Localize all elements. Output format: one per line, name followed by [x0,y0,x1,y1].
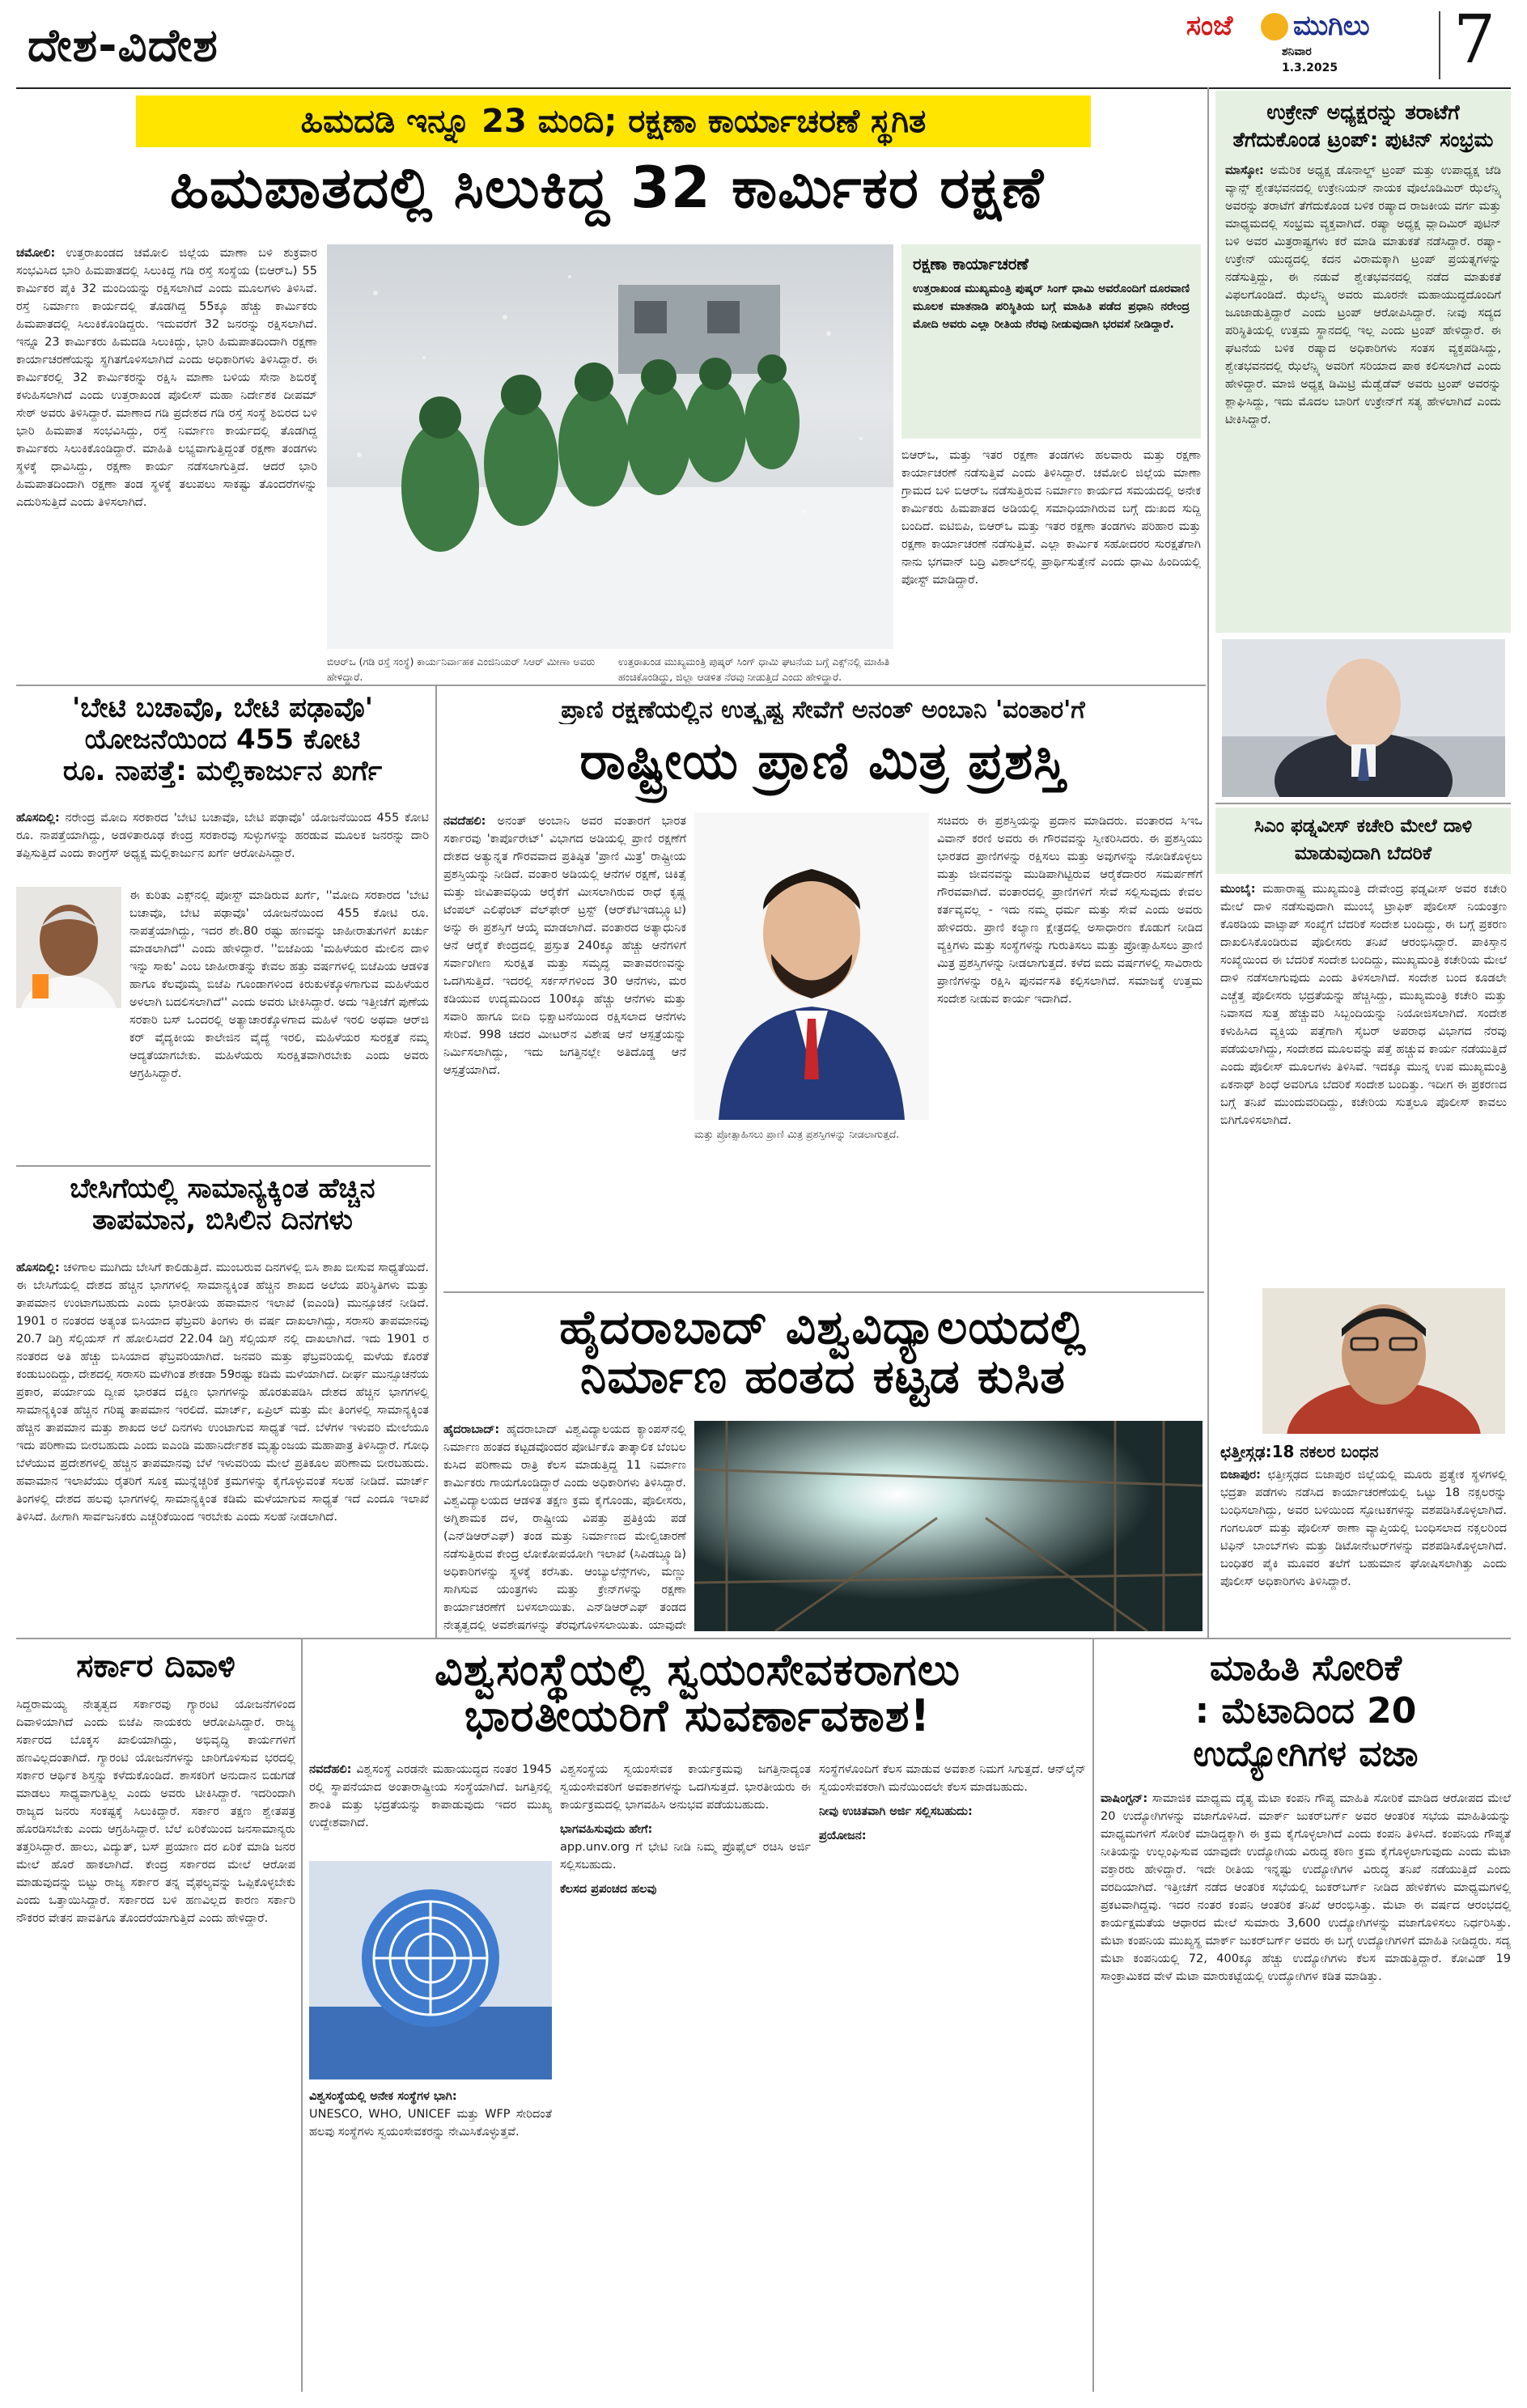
vantara-kicker: ಪ್ರಾಣಿ ರಕ್ಷಣೆಯಲ್ಲಿನ ಉತ್ಕೃಷ್ಟ ಸೇವೆಗೆ ಅನಂತ್ ಅಂಬಾನಿ 'ವಂತಾರ'ಗೆ [561,696,1085,724]
heat-body [16,1259,429,1638]
bottom-left-headline: ಸರ್ಕಾರ ದಿವಾಳಿ [76,1647,235,1685]
fadnavis-portrait [1262,1288,1505,1434]
lead-headline: ಹಿಮಪಾತದಲ್ಲಿ ಸಿಲುಕಿದ್ದ 32 ಕಾರ್ಮಿಕರ ರಕ್ಷಣೆ [169,155,1045,221]
sidebar-mid-text: ಮಹಾರಾಷ್ಟ್ರ ಮುಖ್ಯಮಂತ್ರಿ ದೇವೇಂದ್ರ ಫಡ್ನವೀಸ್ ಅವರ ಕಚೇರಿ ಮೇಲೆ ದಾಳಿ ನಡೆಸುವುದಾಗಿ ಮುಂಬೈ ಟ್ರಾಫಿಕ್ ಪೊಲೀಸ್ ನಿಯಂತ್ರಣ ಕೊಠಡಿಯ ವಾಟ್ಸಾಪ್ ಸಂಖ್ಯೆಗೆ ಬೆದರಿಕೆ ಸಂದೇಶ ಬಂದಿದ್ದು, ಈ ಬಗ್ಗೆ ಪ್ರಕರಣ ದಾಖಲಿಸಿಕೊಂಡಿರುವ ಪೊಲೀಸರು ತನಿಖೆ ಆರಂಭಿಸಿದ್ದಾರೆ. ಪಾಕಿಸ್ತಾನ ಸಂಖ್ಯೆಯಿಂದ ಈ ಬೆದರಿಕೆ ಸಂದೇಶ ಬಂದಿದ್ದು, ಮುಖ್ಯಮಂತ್ರಿ ಕಚೇರಿಯ ಮೇಲೆ ದಾಳಿ ನಡೆಸಲಾಗುವುದು ಎಂದು ತಿಳಿಸಲಾಗಿದೆ. ಸಂದೇಶ ಬಂದ ಕೂಡಲೇ ಎಚ್ಚೆತ್ತ ಪೊಲೀಸರು ಭದ್ರತೆಯನ್ನು ಹೆಚ್ಚಿಸಿದ್ದು, ಮುಖ್ಯಮಂತ್ರಿ ಕಚೇರಿ ಮತ್ತು ನಿವಾಸದ ಸುತ್ತ ಹೆಚ್ಚುವರಿ ಸಿಬ್ಬಂದಿಯನ್ನು ನಿಯೋಜಿಸಲಾಗಿದೆ. ಸಂದೇಶ ಕಳುಹಿಸಿದ ವ್ಯಕ್ತಿಯ ಪತ್ತೆಗಾಗಿ ಸೈಬರ್ ಅಪರಾಧ ವಿಭಾಗದ ನೆರವು ಪಡೆಯಲಾಗಿದ್ದು, ಸಂದೇಶದ ಮೂಲವನ್ನು ಪತ್ತೆ ಹಚ್ಚುವ ಕಾರ್ಯ ನಡೆಯುತ್ತಿದೆ ಎಂದು ಪೊಲೀಸ್ ಮೂಲಗಳು ತಿಳಿಸಿವೆ. ಇದಕ್ಕೂ ಮುನ್ನ ಉಪ ಮುಖ್ಯಮಂತ್ರಿ ಏಕನಾಥ್ ಶಿಂಧೆ ಅವರಿಗೂ ಬೆದರಿಕೆ ಸಂದೇಶ ಬಂದಿತ್ತು. ಇದೀಗ ಈ ಪ್ರಕರಣದ ಬಗ್ಗೆ ತನಿಖೆ ಮುಂದುವರಿದಿದ್ದು, ಕಚೇರಿಯ ಸುತ್ತಲೂ ಪೊಲೀಸ್ ಕಾವಲು ಬಿಗಿಗೊಳಿಸಲಾಗಿದೆ. [1220,883,1507,1127]
un-sub-1-text: UNESCO, WHO, UNICEF ಮತ್ತು WFP ಸೇರಿದಂತೆ ಹಲವು ಸಂಸ್ಥೆಗಳು ಸ್ವಯಂಸೇವಕರನ್ನು ನೇಮಿಸಿಕೊಳ್ಳುತ್ತವೆ. [309,2108,552,2139]
putin-photo [1222,639,1505,797]
un-col-3 [819,1761,1086,2385]
rule [16,1165,431,1167]
paper-name-1: ಸಂಜೆ [1186,10,1233,42]
meta-dateline: ವಾಷಿಂಗ್ಟನ್: [1101,1792,1148,1805]
sidebar-mid-text-2: ಛತ್ತೀಸ್ಗಢದ ಬಿಜಾಪುರ ಜಿಲ್ಲೆಯಲ್ಲಿ ಮೂರು ಪ್ರತ್ಯೇಕ ಸ್ಥಳಗಳಲ್ಲಿ ಭದ್ರತಾ ಪಡೆಗಳು ನಡೆಸಿದ ಕಾರ್ಯಾಚರಣೆಯಲ್ಲಿ ಒಟ್ಟು 18 ನಕ್ಸಲರನ್ನು ಬಂಧಿಸಲಾಗಿದ್ದು, ಅವರ ಬಳಿಯಿಂದ ಸ್ಫೋಟಕಗಳನ್ನು ವಶಪಡಿಸಿಕೊಳ್ಳಲಾಗಿದೆ. ಗಂಗಲೂರ್ ಮತ್ತು ಪೊಲೀಸ್ ಠಾಣಾ ವ್ಯಾಪ್ತಿಯಲ್ಲಿ ಬಂಧಿಸಲಾದ ನಕ್ಸಲರಿಂದ ಟಿಫಿನ್ ಬಾಂಬ್‌ಗಳು ಮತ್ತು ಡಿಟೋನೇಟರ್‌ಗಳನ್ನು ವಶಪಡಿಸಿಕೊಳ್ಳಲಾಗಿದೆ. ಬಂಧಿತರ ಪೈಕಿ ಮೂವರ ತಲೆಗೆ ಬಹುಮಾನ ಘೋಷಿಸಲಾಗಿತ್ತು ಎಂದು ಪೊಲೀಸ್ ಅಧಿಕಾರಿಗಳು ತಿಳಿಸಿದ್ದಾರೆ. [1220,1469,1507,1588]
edition-date: 1.3.2025 [1282,61,1338,74]
vantara-col-2: ಸಚಿವರು ಈ ಪ್ರಶಸ್ತಿಯನ್ನು ಪ್ರದಾನ ಮಾಡಿದರು. ವಂತಾರದ ಸಿಇಒ ವಿವಾನ್ ಕರಣಿ ಅವರು ಈ ಗೌರವವನ್ನು ಸ್ವೀಕರಿಸಿದರು. ಈ ಪ್ರಶಸ್ತಿಯು ಭಾರತದ ಪ್ರಾಣಿಗಳನ್ನು ರಕ್ಷಿಸಲು ಮತ್ತು ಅವುಗಳನ್ನು ನೋಡಿಕೊಳ್ಳಲು ಮತ್ತು ಜೀವನವನ್ನು ಮುಡಿಪಾಗಿಟ್ಟಿರುವ ಆರೈಕೆದಾರರ ಸಮರ್ಪಣೆಗೆ ಗೌರವವಾಗಿದೆ. ವಂತಾರದಲ್ಲಿ ಪ್ರಾಣಿಗಳಿಗೆ ಸೇವೆ ಸಲ್ಲಿಸುವುದು ಕೇವಲ ಕರ್ತವ್ಯವಲ್ಲ - ಇದು ನಮ್ಮ ಧರ್ಮ ಮತ್ತು ಸೇವೆ ಎಂದು ಅವರು ಹೇಳಿದರು. ಪ್ರಾಣಿ ಕಲ್ಯಾಣ ಕ್ಷೇತ್ರದಲ್ಲಿ ಅಸಾಧಾರಣ ಕೊಡುಗೆ ನೀಡಿದ ವ್ಯಕ್ತಿಗಳು ಮತ್ತು ಸಂಸ್ಥೆಗಳನ್ನು ಗುರುತಿಸಲು ಮತ್ತು ಪ್ರೋತ್ಸಾಹಿಸಲು ಪ್ರಾಣಿ ಮಿತ್ರ ಪ್ರಶಸ್ತಿಗಳನ್ನು ನೀಡಲಾಗುತ್ತದೆ. ಕಳೆದ ಐದು ವರ್ಷಗಳಲ್ಲಿ ಸಾವಿರಾರು ಪ್ರಾಣಿಗಳನ್ನು ರಕ್ಷಿಸಿ ಪುನರ್ವಸತಿ ಕಲ್ಪಿಸಲಾಗಿದೆ. ಸಮಾಜಕ್ಕೆ ಉತ್ತಮ ಸಂದೇಶ ನೀಡುವ ಕಾರ್ಯ ಇದಾಗಿದೆ. [937,815,1203,1006]
un-dateline: ನವದೆಹಲಿ: [309,1763,352,1776]
vantara-headline: ರಾಷ್ಟ್ರೀಯ ಪ್ರಾಣಿ ಮಿತ್ರ ಪ್ರಶಸ್ತಿ [579,731,1067,791]
meta-body [1101,1790,1511,2393]
heat-text: ಚಳಿಗಾಲ ಮುಗಿದು ಬೇಸಿಗೆ ಕಾಲಿಡುತ್ತಿದೆ. ಮುಂಬರುವ ದಿನಗಳಲ್ಲಿ ಬಿಸಿ ಶಾಖ ಬೀಸುವ ಸಾಧ್ಯತೆಯಿದೆ. ಈ ಬೇಸಿಗೆಯಲ್ಲಿ ದೇಶದ ಹೆಚ್ಚಿನ ಭಾಗಗಳಲ್ಲಿ ಸಾಮಾನ್ಯಕ್ಕಿಂತ ಹೆಚ್ಚಿನ ಶಾಖದ ಅಲೆಯ ಪರಿಸ್ಥಿತಿಗಳು ಮತ್ತು ತಾಪಮಾನ ಉಂಟಾಗಬಹುದು ಎಂದು ಭಾರತೀಯ ಹವಾಮಾನ ಇಲಾಖೆ (ಐಎಂಡಿ) ಮುನ್ಸೂಚನೆ ನೀಡಿದೆ. 1901 ರ ನಂತರದ ಅತ್ಯಂತ ಬಿಸಿಯಾದ ಫೆಬ್ರವರಿ ತಿಂಗಳು ಈ ವರ್ಷ ದಾಖಲಾಗಿದ್ದು, ಸರಾಸರಿ ತಾಪಮಾನವು 20.7 ಡಿಗ್ರಿ ಸೆಲ್ಸಿಯಸ್ ಗೆ ಹೋಲಿಸಿದರೆ 22.04 ಡಿಗ್ರಿ ಸೆಲ್ಸಿಯಸ್ ನಲ್ಲಿ ದಾಖಲಾಗಿದೆ. ಇದು 1901 ರ ನಂತರದ ಅತಿ ಹೆಚ್ಚು ಬಿಸಿಯಾದ ಫೆಬ್ರವರಿಯಾಗಿದೆ. ಜನವರಿ ಮತ್ತು ಫೆಬ್ರವರಿಯಲ್ಲಿ ಮಳೆಯ ಕೊರತೆ ಕಂಡುಬಂದಿದ್ದು, ದೇಶದಲ್ಲಿ ಸರಾಸರಿ ಮಳೆಗಿಂತ ಶೇಕಡಾ 59ರಷ್ಟು ಕಡಿಮೆ ಮಳೆಯಾಗಿದೆ. ದೀರ್ಘ ಮುನ್ಸೂಚನೆಯ ಪ್ರಕಾರ, ಪರ್ಯಾಯ ದ್ವೀಪ ಭಾರತದ ದಕ್ಷಿಣ ಭಾಗಗಳನ್ನು ಹೊರತುಪಡಿಸಿ ದೇಶದ ಹೆಚ್ಚಿನ ಭಾಗಗಳಲ್ಲಿ ಸಾಮಾನ್ಯಕ್ಕಿಂತ ಹೆಚ್ಚಿನ ಗರಿಷ್ಠ ತಾಪಮಾನ ಇರಲಿದೆ. ಮಾರ್ಚ್, ಏಪ್ರಿಲ್ ಮತ್ತು ಮೇ ತಿಂಗಳಲ್ಲಿ ಸಾಮಾನ್ಯಕ್ಕಿಂತ ಹೆಚ್ಚಿನ ತಾಪಮಾನ ಮತ್ತು ಶಾಖದ ಅಲೆ ದಿನಗಳು ಉಂಟಾಗುವ ಸಾಧ್ಯತೆ ಇದೆ. ಬೆಳೆಗಳ ಇಳುವರಿ ಮೇಲೆಯೂ ಇದು ಪರಿಣಾಮ ಬೀರಬಹುದು ಎಂದು ಐಎಂಡಿ ಮಹಾನಿರ್ದೇಶಕ ಮೃತ್ಯುಂಜಯ ಮಹಾಪಾತ್ರ ತಿಳಿಸಿದ್ದಾರೆ. ಗೋಧಿ ಬೆಳೆಯುವ ಪ್ರದೇಶಗಳಲ್ಲಿ ಹೆಚ್ಚಿನ ತಾಪಮಾನವು ಬೆಳೆ ಇಳುವರಿಯ ಮೇಲೆ ಪ್ರತಿಕೂಲ ಪರಿಣಾಮ ಬೀರಬಹುದು. ಹವಾಮಾನ ಇಲಾಖೆಯು ರೈತರಿಗೆ ಸೂಕ್ತ ಮುನ್ನೆಚ್ಚರಿಕೆ ಕ್ರಮಗಳನ್ನು ಕೈಗೊಳ್ಳುವಂತೆ ಸಲಹೆ ನೀಡಿದೆ. ಮಾರ್ಚ್ ತಿಂಗಳಲ್ಲಿ ದೇಶದ ಹಲವು ಭಾಗಗಳಲ್ಲಿ ಸಾಮಾನ್ಯಕ್ಕಿಂತ ಕಡಿಮೆ ಮಳೆಯಾಗುವ ಸಾಧ್ಯತೆ ಇದೆ ಎಂದೂ ಇಲಾಖೆ ತಿಳಿಸಿದೆ. ಹೀಗಾಗಿ ಸಾರ್ವಜನಿಕರು ಎಚ್ಚರಿಕೆಯಿಂದ ಇರಬೇಕು ಎಂದು ಸಲಹೆ ನೀಡಲಾಗಿದೆ. [16,1261,429,1524]
rule [16,1638,1511,1639]
hyderabad-col-1-text: ಹೈದರಾಬಾದ್ ವಿಶ್ವವಿದ್ಯಾಲಯದ ಕ್ಯಾಂಪಸ್‌ನಲ್ಲಿ ನಿರ್ಮಾಣ ಹಂತದ ಕಟ್ಟಡವೊಂದರ ಪೋರ್ಟಿಕೊ ತಾತ್ಕಾಲಿಕ ಬೆಂಬಲ ಕುಸಿದ ಪರಿಣಾಮ ರಾತ್ರಿ ಕೆಲಸ ಮಾಡುತ್ತಿದ್ದ 11 ನಿರ್ಮಾಣ ಕಾರ್ಮಿಕರು ಗಾಯಗೊಂಡಿದ್ದಾರೆ ಎಂದು ಅಧಿಕಾರಿಗಳು ತಿಳಿಸಿದ್ದಾರೆ. ವಿಶ್ವವಿದ್ಯಾಲಯದ ಆಡಳಿತ ತಕ್ಷಣ ಕ್ರಮ ಕೈಗೊಂಡು, ಪೊಲೀಸರು, ಅಗ್ನಿಶಾಮಕ ದಳ, ರಾಷ್ಟ್ರೀಯ ವಿಪತ್ತು ಪ್ರತಿಕ್ರಿಯೆ ಪಡೆ (ಎನ್‌ಡಿಆರ್‌ಎಫ್) ತಂಡ ಮತ್ತು ನಿರ್ಮಾಣದ ಮೇಲ್ವಿಚಾರಣೆ ನಡೆಸುತ್ತಿರುವ ಕೇಂದ್ರ ಲೋಕೋಪಯೋಗಿ ಇಲಾಖೆ (ಸಿಪಿಡಬ್ಲ್ಯೂಡಿ) ಅಧಿಕಾರಿಗಳನ್ನು ಸ್ಥಳಕ್ಕೆ ಕರೆಸಿತು. ಆಂಬ್ಯುಲೆನ್ಸ್‌ಗಳು, ಮಣ್ಣು ಸಾಗಿಸುವ ಯಂತ್ರಗಳು ಮತ್ತು ಕ್ರೇನ್‌ಗಳನ್ನು ರಕ್ಷಣಾ ಕಾರ್ಯಾಚರಣೆಗೆ ಬಳಸಲಾಯಿತು. ಎನ್‌ಡಿಆರ್‌ಎಫ್ ತಂಡದ ನೇತೃತ್ವದಲ್ಲಿ ಅವಶೇಷಗಳನ್ನು ತೆರವುಗೊಳಿಸಲಾಯಿತು. ಯಾವುದೇ [443,1423,686,1632]
un-col-1b [309,2088,552,2387]
sidebar-mid-headline: ಸಿಎಂ ಫಡ್ನವೀಸ್ ಕಚೇರಿ ಮೇಲೆ ದಾಳಿ ಮಾಡುವುದಾಗಿ ಬೆದರಿಕೆ [1253,816,1473,864]
vantara-col-1-text: ಅನಂತ್ ಅಂಬಾನಿ ಅವರ ವಂತಾರಗೆ ಭಾರತ ಸರ್ಕಾರವು 'ಕಾರ್ಪೊರೇಟ್' ವಿಭಾಗದ ಅಡಿಯಲ್ಲಿ ಪ್ರಾಣಿ ರಕ್ಷಣೆಗೆ ದೇಶದ ಅತ್ಯುನ್ನತ ಗೌರವವಾದ ಪ್ರತಿಷ್ಠಿತ 'ಪ್ರಾಣಿ ಮಿತ್ರ' ರಾಷ್ಟ್ರೀಯ ಪ್ರಶಸ್ತಿಯನ್ನು ನೀಡಿದೆ. ವಂತಾರ ಅಡಿಯಲ್ಲಿ ಆನೆಗಳ ರಕ್ಷಣೆ, ಚಿಕಿತ್ಸೆ ಮತ್ತು ಜೀವಿತಾವಧಿಯ ಆರೈಕೆಗೆ ಮೀಸಲಾಗಿರುವ ರಾಧೆ ಕೃಷ್ಣ ಟೆಂಪಲ್ ಎಲಿಫೆಂಟ್ ವೆಲ್‌ಫೇರ್ ಟ್ರಸ್ಟ್ (ಆರ್‌ಕೆಟಿಇಡಬ್ಲ್ಯೂಟಿ) ಅನ್ನು ಈ ಪ್ರಶಸ್ತಿಗೆ ಆಯ್ಕೆ ಮಾಡಲಾಗಿದೆ. ವಂತಾರದ ಅತ್ಯಾಧುನಿಕ ಆನೆ ಆರೈಕೆ ಕೇಂದ್ರದಲ್ಲಿ ಪ್ರಸ್ತುತ 240ಕ್ಕೂ ಹೆಚ್ಚು ಆನೆಗಳಿಗೆ ಸರ್ವಾಂಗೀಣ ಸುರಕ್ಷಿತ ಮತ್ತು ಸಮೃದ್ಧ ವಾತಾವರಣವನ್ನು ಒದಗಿಸುತ್ತಿದೆ. ಇದರಲ್ಲಿ ಸರ್ಕಸ್‌ಗಳಿಂದ 30 ಆನೆಗಳು, ಮರ ಕಡಿಯುವ ಉದ್ಯಮದಿಂದ 100ಕ್ಕೂ ಹೆಚ್ಚು ಆನೆಗಳು ಮತ್ತು ಸವಾರಿ ಹಾಗೂ ಬೀದಿ ಭಿಕ್ಷಾಟನೆಯಿಂದ ರಕ್ಷಿಸಲಾದ ಆನೆಗಳು ಸೇರಿವೆ. 998 ಚದರ ಮೀಟರ್‌ನ ವಿಶೇಷ ಆನೆ ಆಸ್ಪತ್ರೆಯನ್ನು ನಿರ್ಮಿಸಲಾಗಿದ್ದು, ಇದು ಜಗತ್ತಿನಲ್ಲೇ ಅತಿದೊಡ್ಡ ಆನೆ ಆಸ್ಪತ್ರೆಯಾಗಿದೆ. [443,815,686,1077]
un-emblem [309,1861,552,2079]
paper-name-2: ಮುಗಿಲು [1293,10,1370,42]
meta-headline-line-3: ಉದ್ಯೋಗಿಗಳ ವಜಾ [1193,1732,1419,1774]
vantara-col-1 [443,812,686,1282]
column-divider [301,1639,303,2392]
un-sub-3: ನೀವು ಉಚಿತವಾಗಿ ಅರ್ಜಿ ಸಲ್ಲಿಸಬಹುದು: [819,1805,973,1818]
rescue-workers-illustration [327,244,893,649]
lead-dateline: ಚಮೋಲಿ: [16,247,56,260]
page-number: 7 [1453,2,1496,78]
rule [16,87,1511,89]
sidebar-top-dateline: ಮಾಸ್ಕೋ: [1225,164,1264,177]
meta-headline-line-1: ಮಾಹಿತಿ ಸೋರಿಕೆ [1210,1647,1402,1689]
sidebar-mid-dateline: ಮುಂಬೈ: [1220,883,1256,896]
sidebar-mid-headline-panel [1215,808,1511,874]
heat-headline-line-2: ತಾಪಮಾನ, ಬಿಸಿಲಿನ ದಿನಗಳು [92,1204,353,1237]
edition-weekday: ಶನಿವಾರ [1282,45,1312,58]
lead-right-col: ಬಿಆರ್‌ಒ, ಮತ್ತು ಇತರ ರಕ್ಷಣಾ ತಂಡಗಳು ಹಲವಾರು ಮತ್ತು ರಕ್ಷಣಾ ಕಾರ್ಯಾಚರಣೆ ನಡೆಸುತ್ತಿವೆ ಎಂದು ತಿಳಿಸಿದ್ದಾರೆ. ಚಮೋಲಿ ಜಿಲ್ಲೆಯ ಮಾಣಾ ಗ್ರಾಮದ ಬಳಿ ಬಿಆರ್‌ಒ ನಡೆಸುತ್ತಿರುವ ನಿರ್ಮಾಣ ಕಾರ್ಯದ ಸಮಯದಲ್ಲಿ ಅನೇಕ ಕಾರ್ಮಿಕರು ಹಿಮಪಾತದ ಅಡಿಯಲ್ಲಿ ಸಮಾಧಿಯಾಗಿರುವ ಬಗ್ಗೆ ದುಃಖದ ಸುದ್ದಿ ಬಂದಿದೆ. ಐಟಿಬಿಪಿ, ಬಿಆರ್‌ಒ ಮತ್ತು ಇತರ ರಕ್ಷಣಾ ತಂಡಗಳು ಪರಿಹಾರ ಮತ್ತು ರಕ್ಷಣಾ ಕಾರ್ಯಾಚರಣೆ ನಡೆಸುತ್ತಿವೆ. ಎಲ್ಲಾ ಕಾರ್ಮಿಕ ಸಹೋದರರ ಸುರಕ್ಷತೆಗಾಗಿ ನಾನು ಭಗವಾನ್ ಬದ್ರಿ ವಿಶಾಲ್‌ನಲ್ಲಿ ಪ್ರಾರ್ಥಿಸುತ್ತೇನೆ ಎಂದು ಧಾಮಿ ಹಿಂದಿಯಲ್ಲಿ ಪೋಸ್ಟ್ ಮಾಡಿದ್ದಾರೆ. [901,449,1201,587]
kharge-headline-line-1: 'ಬೇಟಿ ಬಚಾವೊ, ಬೇಟಿ ಪಢಾವೊ' [71,692,374,724]
sidebar-top-headline: ಉಕ್ರೇನ್ ಅಧ್ಯಕ್ಷರನ್ನು ತರಾಟೆಗೆ ತೆಗೆದುಕೊಂಡ ಟ್ರಂಪ್: ಪುಟಿನ್ ಸಂಭ್ರಮ [1232,100,1494,151]
column-divider [435,686,437,1638]
hyderabad-headline-line-2: ನಿರ್ಮಾಣ ಹಂತದ ಕಟ್ಟಡ ಕುಸಿತ [580,1348,1066,1404]
paper-logo [1186,10,1437,79]
lead-box [901,244,1201,439]
sidebar-top-body [1225,162,1501,591]
column-divider [1207,87,1209,1638]
lead-col-1-text: ಉತ್ತರಾಖಂಡದ ಚಮೋಲಿ ಜಿಲ್ಲೆಯ ಮಾಣಾ ಬಳಿ ಶುಕ್ರವಾರ ಸಂಭವಿಸಿದ ಭಾರಿ ಹಿಮಪಾತದಲ್ಲಿ ಸಿಲುಕಿದ್ದ ಗಡಿ ರಸ್ತೆ ಸಂಸ್ಥೆಯ (ಬಿಆರ್‌ಒ) 55 ಕಾರ್ಮಿಕರ ಪೈಕಿ 32 ಮಂದಿಯನ್ನು ರಕ್ಷಿಸಲಾಗಿದೆ ಎಂದು ಮೂಲಗಳು ತಿಳಿಸಿವೆ. ರಸ್ತೆ ನಿರ್ಮಾಣ ಕಾರ್ಯದಲ್ಲಿ ತೊಡಗಿದ್ದ 55ಕ್ಕೂ ಹೆಚ್ಚು ಕಾರ್ಮಿಕರು ಹಿಮಪಾತದಲ್ಲಿ ಸಿಲುಕಿಕೊಂಡಿದ್ದರು. ಇದುವರೆಗೆ 32 ಜನರನ್ನು ರಕ್ಷಿಸಲಾಗಿದೆ. ಇನ್ನೂ 23 ಕಾರ್ಮಿಕರು ಹಿಮದಡಿ ಸಿಲುಕಿದ್ದು, ಭಾರಿ ಹಿಮಪಾತದಿಂದಾಗಿ ರಕ್ಷಣಾ ಕಾರ್ಯಾಚರಣೆಯನ್ನು ಸ್ಥಗಿತಗೊಳಿಸಲಾಗಿದೆ ಎಂದು ಅಧಿಕಾರಿಗಳು ತಿಳಿಸಿದ್ದಾರೆ. ಈ ಕಾರ್ಮಿಕರಲ್ಲಿ 32 ಕಾರ್ಮಿಕರನ್ನು ರಕ್ಷಿಸಿ ಮಾಣಾ ಬಳಿಯ ಸೇನಾ ಶಿಬಿರಕ್ಕೆ ಕಳುಹಿಸಲಾಗಿದೆ ಎಂದು ಉತ್ತರಾಖಂಡ ಪೊಲೀಸ್ ಮಹಾ ನಿರ್ದೇಶಕ ದೀಪಮ್ ಸೇಠ್ ಅವರು ತಿಳಿಸಿದ್ದಾರೆ. ಮಾಣಾದ ಗಡಿ ಪ್ರದೇಶದ ಗಡಿ ರಸ್ತೆ ಸಂಸ್ಥೆ ಶಿಬಿರದ ಬಳಿ ಭಾರಿ ಹಿಮಪಾತ ಸಂಭವಿಸಿದ್ದು, ರಸ್ತೆ ನಿರ್ಮಾಣ ಕಾರ್ಯದಲ್ಲಿ ತೊಡಗಿದ್ದ ಕಾರ್ಮಿಕರು ಸಿಲುಕಿಕೊಂಡಿದ್ದಾರೆ. ಮಾಹಿತಿ ಲಭ್ಯವಾಗುತ್ತಿದ್ದಂತೆ ರಕ್ಷಣಾ ತಂಡಗಳು ಸ್ಥಳಕ್ಕೆ ಧಾವಿಸಿದ್ದು, ರಕ್ಷಣಾ ಕಾರ್ಯ ನಡೆಸಲಾಗುತ್ತಿದೆ. ಆದರೆ ಭಾರಿ ಹಿಮಪಾತದಿಂದಾಗಿ ರಕ್ಷಣಾ ತಂಡ ಸ್ಥಳಕ್ಕೆ ತಲುಪಲು ಸಾಕಷ್ಟು ತೊಂದರೆಗಳನ್ನು ಎದುರಿಸುತ್ತಿದೆ ಎಂದು ತಿಳಿಸಲಾಗಿದೆ. [16,247,317,509]
sidebar-mid-body [1220,880,1507,1285]
meta-headline-line-2: : ಮೆಟಾದಿಂದ 20 [1194,1689,1417,1732]
heat-dateline: ಹೊಸದಿಲ್ಲಿ: [16,1261,60,1274]
un-sub-2-text: app.unv.org ಗೆ ಭೇಟಿ ನೀಡಿ ನಿಮ್ಮ ಪ್ರೊಫೈಲ್ ರಚಿಸಿ ಅರ್ಜಿ ಸಲ್ಲಿಸಬಹುದು. [560,1841,811,1872]
un-col-2 [560,1761,811,2385]
un-sub-4: ಪ್ರಯೋಜನ: [819,1829,867,1842]
un-col-2-text: ವಿಶ್ವಸಂಸ್ಥೆಯ ಸ್ವಯಂಸೇವಕ ಕಾರ್ಯಕ್ರಮವು ಜಗತ್ತಿನಾದ್ಯಂತ ಸ್ವಯಂಸೇವಕರಿಗೆ ಅವಕಾಶಗಳನ್ನು ಒದಗಿಸುತ್ತದೆ. ಭಾರತೀಯರು ಈ ಕಾರ್ಯಕ್ರಮದಲ್ಲಿ ಭಾಗವಹಿಸಿ ಅನುಭವ ಪಡೆಯಬಹುದು. [560,1763,811,1812]
collapse-photo [694,1421,1203,1631]
rule [16,685,1206,686]
sidebar-caption: ಛತ್ತೀಸ್ಗಢ:18 ನಕಲರ ಬಂಧನ [1220,1442,1379,1461]
kharge-photo [16,887,121,1008]
rule [443,1291,1204,1293]
ambani-photo-caption: ಮತ್ತು ಪ್ರೋತ್ಸಾಹಿಸಲು ಪ್ರಾಣಿ ಮಿತ್ರ ಪ್ರಶಸ್ತಿಗಳನ್ನು ನೀಡಲಾಗುತ್ತದೆ. [694,1128,900,1140]
collapse-illustration [694,1421,1203,1631]
sidebar-top-panel [1215,91,1511,633]
heat-headline [16,1173,429,1236]
bottom-left-body: ಸಿದ್ದರಾಮಯ್ಯ ನೇತೃತ್ವದ ಸರ್ಕಾರವು ಗ್ಯಾರಂಟಿ ಯೋಜನೆಗಳಿಂದ ದಿವಾಳಿಯಾಗಿದೆ ಎಂದು ಬಿಜೆಪಿ ನಾಯಕರು ಆರೋಪಿಸಿದ್ದಾರೆ. ರಾಜ್ಯ ಸರ್ಕಾರದ ಬೊಕ್ಕಸ ಖಾಲಿಯಾಗಿದ್ದು, ಅಭಿವೃದ್ಧಿ ಕಾರ್ಯಗಳಿಗೆ ಹಣವಿಲ್ಲದಂತಾಗಿದೆ. ಗ್ಯಾರಂಟಿ ಯೋಜನೆಗಳನ್ನು ಜಾರಿಗೊಳಿಸುವ ಭರದಲ್ಲಿ ಸರ್ಕಾರ ಆರ್ಥಿಕ ಶಿಸ್ತನ್ನು ಕಳೆದುಕೊಂಡಿದೆ. ಶಾಸಕರಿಗೆ ಅನುದಾನ ಬಿಡುಗಡೆ ಮಾಡಲು ಸಾಧ್ಯವಾಗುತ್ತಿಲ್ಲ ಎಂದು ಅವರು ಟೀಕಿಸಿದ್ದಾರೆ. ಇದರಿಂದಾಗಿ ರಾಜ್ಯದ ಜನರು ಸಂಕಷ್ಟಕ್ಕೆ ಸಿಲುಕಿದ್ದಾರೆ. ಸರ್ಕಾರ ತಕ್ಷಣ ಶ್ವೇತಪತ್ರ ಹೊರಡಿಸಬೇಕು ಎಂದು ಆಗ್ರಹಿಸಿದ್ದಾರೆ. ಬೆಲೆ ಏರಿಕೆಯಿಂದ ಜನಸಾಮಾನ್ಯರು ತತ್ತರಿಸಿದ್ದಾರೆ. ಹಾಲು, ವಿದ್ಯುತ್, ಬಸ್ ಪ್ರಯಾಣ ದರ ಏರಿಕೆ ಮಾಡಿ ಜನರ ಮೇಲೆ ಹೊರೆ ಹಾಕಲಾಗಿದೆ. ಕೇಂದ್ರ ಸರ್ಕಾರದ ಮೇಲೆ ಆರೋಪ ಮಾಡುವುದನ್ನು ಬಿಟ್ಟು ರಾಜ್ಯ ಸರ್ಕಾರ ತನ್ನ ವೈಫಲ್ಯವನ್ನು ಒಪ್ಪಿಕೊಳ್ಳಬೇಕು ಎಂದು ಒತ್ತಾಯಿಸಿದ್ದಾರೆ. ಸರ್ಕಾರದ ಬಳಿ ಹಣವಿಲ್ಲದ ಕಾರಣ ಸರ್ಕಾರಿ ನೌಕರರ ವೇತನ ಪಾವತಿಗೂ ತೊಂದರೆಯಾಗುತ್ತಿದೆ ಎಂದು ಹೇಳಿದ್ದಾರೆ. [16,1698,295,1925]
ambani-portrait [694,812,929,1120]
hyderabad-headline-line-1: ಹೈದರಾಬಾದ್ ವಿಶ್ವವಿದ್ಯಾಲಯದಲ್ಲಿ [559,1299,1087,1354]
sun-logo-icon [1261,13,1288,40]
lead-box-text: ಉತ್ತರಾಖಂಡ ಮುಖ್ಯಮಂತ್ರಿ ಪುಷ್ಕರ್ ಸಿಂಗ್ ಧಾಮಿ ಅವರೊಂದಿಗೆ ದೂರವಾಣಿ ಮೂಲಕ ಮಾತನಾಡಿ ಪರಿಸ್ಥಿತಿಯ ಬಗ್ಗೆ ಮಾಹಿತಿ ಪಡೆದ ಪ್ರಧಾನಿ ನರೇಂದ್ರ ಮೋದಿ ಅವರು ಎಲ್ಲಾ ರೀತಿಯ ನೆರವು ನೀಡುವುದಾಗಿ ಭರವಸೆ ನೀಡಿದ್ದಾರೆ. [913,282,1190,331]
lead-photo-caption-2: ಉತ್ತರಾಖಂಡ ಮುಖ್ಯಮಂತ್ರಿ ಪುಷ್ಕರ್ ಸಿಂಗ್ ಧಾಮಿ ಘಟನೆಯ ಬಗ್ಗೆ ಎಕ್ಸ್‌ನಲ್ಲಿ ಮಾಹಿತಿ ಹಂಚಿಕೊಂಡಿದ್ದು, ಜಿಲ್ಲಾ ಆಡಳಿತ ನೆರವು ನೀಡುತ್ತಿದೆ ಎಂದು ಹೇಳಿದ್ದಾರೆ. [618,655,890,683]
un-sub-2: ಭಾಗವಹಿಸುವುದು ಹೇಗೆ: [560,1823,653,1836]
lead-col-1 [16,244,317,676]
masthead-divider [1439,11,1440,79]
kharge-body-2: ಈ ಕುರಿತು ಎಕ್ಸ್‌ನಲ್ಲಿ ಪೋಸ್ಟ್ ಮಾಡಿರುವ ಖರ್ಗೆ, ''ಮೋದಿ ಸರಕಾರದ 'ಬೇಟಿ ಬಚಾವೊ, ಬೇಟಿ ಪಢಾವೊ' ಯೋಜನೆಯಿಂದ 455 ಕೋಟಿ ರೂ. ನಾಪತ್ತೆಯಾಗಿದ್ದು, ಇದರ ಶೇ.80 ರಷ್ಟು ಹಣವನ್ನು ಜಾಹೀರಾತುಗಳಿಗೆ ಖರ್ಚು ಮಾಡಲಾಗಿದೆ'' ಎಂದು ಹೇಳಿದ್ದಾರೆ. ''ಬಿಜೆಪಿಯ 'ಮಹಿಳೆಯರ ಮೇಲಿನ ದಾಳಿ ಇನ್ನು ಸಾಕು' ಎಂಬ ಜಾಹೀರಾತನ್ನು ಕೇವಲ ಹತ್ತು ವರ್ಷಗಳಲ್ಲಿ ಬಿಜೆಪಿಯ ಆಡಳಿತ ಹಾಗೂ ಕೆಲವೊಮ್ಮೆ ಬಿಜೆಪಿ ಗೂಂಡಾಗಳಿಂದ ಕಿರುಕುಳಕ್ಕೊಳಗಾಗುವ ಮಹಿಳೆಯರ ಅಳಲಾಗಿ ಬದಲಿಸಲಾಗಿದೆ'' ಎಂದು ಅವರು ಟೀಕಿಸಿದ್ದಾರೆ. ಅದು ಇತ್ತೀಚೆಗೆ ಪುಣೆಯ ಸರಕಾರಿ ಬಸ್ ಒಂದರಲ್ಲಿ ಅತ್ಯಾಚಾರಕ್ಕೊಳಗಾದ ಮಹಿಳೆ ಇರಲಿ ಅಥವಾ ಆರ್‌ಜಿ ಕರ್ ವೈದ್ಯಕೀಯ ಕಾಲೇಜಿನ ವೈದ್ಯೆ ಇರಲಿ, ಮಹಿಳೆಯರ ಸುರಕ್ಷತೆ ನಮ್ಮ ಆದ್ಯತೆಯಾಗಬೇಕು. ಮಹಿಳೆಯರು ಸುರಕ್ಷಿತವಾಗಿರಬೇಕು ಎಂದು ಅವರು ಆಗ್ರಹಿಸಿದ್ದಾರೆ. [129,889,429,1080]
un-col-3-text: ಸಂಸ್ಥೆಗಳೊಂದಿಗೆ ಕೆಲಸ ಮಾಡುವ ಅವಕಾಶ ನಿಮಗೆ ಸಿಗುತ್ತದೆ. ಆನ್‌ಲೈನ್ ಸ್ವಯಂಸೇವಕರಾಗಿ ಮನೆಯಿಂದಲೇ ಕೆಲಸ ಮಾಡಬಹುದು. [819,1763,1086,1794]
un-sub-5: ಕೆಲಸದ ಪ್ರಪಂಚದ ಹಲವು [560,1883,657,1896]
kharge-text-1: ನರೇಂದ್ರ ಮೋದಿ ಸರಕಾರದ 'ಬೇಟಿ ಬಚಾವೊ, ಬೇಟಿ ಪಢಾವೊ' ಯೋಜನೆಯಿಂದ 455 ಕೋಟಿ ರೂ. ನಾಪತ್ತೆಯಾಗಿದ್ದು, ಅಡಳಿತಾರೂಢ ಕೇಂದ್ರ ಸರಕಾರವು ಸುಳ್ಳುಗಳನ್ನು ಹರಡುವ ಮೂಲಕ ಜನರನ್ನು ದಾರಿ ತಪ್ಪಿಸುತ್ತಿದೆ ಎಂದು ಕಾಂಗ್ರೆಸ್ ಅಧ್ಯಕ್ಷ ಮಲ್ಲಿಕಾರ್ಜುನ ಖರ್ಗೆ ಆರೋಪಿಸಿದ್ದಾರೆ. [16,812,429,860]
kharge-headline [16,693,429,787]
heat-headline-line-1: ಬೇಸಿಗೆಯಲ್ಲಿ ಸಾಮಾನ್ಯಕ್ಕಿಂತ ಹೆಚ್ಚಿನ [70,1172,375,1205]
lead-box-title: ರಕ್ಷಣಾ ಕಾರ್ಯಾಚರಣೆ [913,254,1029,273]
un-col-1-text: ವಿಶ್ವಸಂಸ್ಥೆ ಎರಡನೇ ಮಹಾಯುದ್ಧದ ನಂತರ 1945 ರಲ್ಲಿ ಸ್ಥಾಪನೆಯಾದ ಅಂತಾರಾಷ್ಟ್ರೀಯ ಸಂಸ್ಥೆಯಾಗಿದೆ. ಜಗತ್ತಿನಲ್ಲಿ ಶಾಂತಿ ಮತ್ತು ಭದ್ರತೆಯನ್ನು ಕಾಪಾಡುವುದು ಇದರ ಮುಖ್ಯ ಉದ್ದೇಶವಾಗಿದೆ. [309,1763,552,1829]
un-col-1 [309,1761,552,1858]
kharge-headline-line-2: ಯೋಜನೆಯಿಂದ 455 ಕೋಟಿ [84,723,361,757]
un-sub-1: ವಿಶ್ವಸಂಸ್ಥೆಯಲ್ಲಿ ಅನೇಕ ಸಂಸ್ಥೆಗಳ ಭಾಗಿ: [309,2090,457,2103]
section-title: ದೇಶ-ವಿದೇಶ [28,19,218,72]
un-headline [309,1644,1086,1741]
anant-ambani-photo [694,812,929,1120]
kharge-portrait [16,887,121,1008]
meta-headline [1101,1647,1511,1775]
sidebar-mid-dateline-2: ಬಿಜಾಪುರ: [1220,1469,1261,1482]
column-divider [1092,1639,1094,2392]
un-headline-line-1: ವಿಶ್ವಸಂಸ್ಥೆಯಲ್ಲಿ ಸ್ವಯಂಸೇವಕರಾಗಲು [435,1644,961,1695]
kharge-dateline: ಹೊಸದಿಲ್ಲಿ: [16,812,60,825]
lead-photo-rescue [327,244,893,649]
rule [1215,803,1511,804]
lead-photo-caption-1: ಬಿಆರ್‌ಒ (ಗಡಿ ರಸ್ತೆ ಸಂಸ್ಥೆ) ಕಾರ್ಯನಿರ್ವಾಹಕ ಎಂಜಿನಿಯರ್ ಸಿಆರ್ ಮೀಣಾ ಅವರು ಹೇಳಿದ್ದಾರೆ. [327,655,596,683]
meta-text: ಸಾಮಾಜಿಕ ಮಾಧ್ಯಮ ದೈತ್ಯ ಮೆಟಾ ಕಂಪನಿ ಗೌಪ್ಯ ಮಾಹಿತಿ ಸೋರಿಕೆ ಮಾಡಿದ ಆರೋಪದ ಮೇಲೆ 20 ಉದ್ಯೋಗಿಗಳನ್ನು ವಜಾಗೊಳಿಸಿದೆ. ಮಾರ್ಕ್ ಜುಕರ್‌ಬರ್ಗ್ ಅವರ ಆಂತರಿಕ ಸಭೆಯ ಮಾಹಿತಿಯನ್ನು ಮಾಧ್ಯಮಗಳಿಗೆ ಸೋರಿಕೆ ಮಾಡಿದ್ದಕ್ಕಾಗಿ ಈ ಕ್ರಮ ಕೈಗೊಳ್ಳಲಾಗಿದೆ ಎಂದು ಕಂಪನಿ ತಿಳಿಸಿದೆ. ಕಂಪನಿಯ ಗೌಪ್ಯತೆ ನೀತಿಯನ್ನು ಉಲ್ಲಂಘಿಸುವ ಯಾವುದೇ ಉದ್ಯೋಗಿಯ ವಿರುದ್ಧ ಕಠಿಣ ಕ್ರಮ ಕೈಗೊಳ್ಳಲಾಗುವುದು ಎಂದು ಮೆಟಾ ವಕ್ತಾರರು ಹೇಳಿದ್ದಾರೆ. ಇದೇ ರೀತಿಯ ಇನ್ನಷ್ಟು ಉದ್ಯೋಗಿಗಳ ವಿರುದ್ಧ ತನಿಖೆ ನಡೆಯುತ್ತಿದೆ ಎಂದು ವರದಿಯಾಗಿದೆ. ಇತ್ತೀಚೆಗೆ ನಡೆದ ಆಂತರಿಕ ಸಭೆಯಲ್ಲಿ ಜುಕರ್‌ಬರ್ಗ್ ನೀಡಿದ ಹೇಳಿಕೆಗಳು ಮಾಧ್ಯಮಗಳಲ್ಲಿ ಪ್ರಕಟವಾಗಿದ್ದವು. ಇದರ ನಂತರ ಕಂಪನಿ ಆಂತರಿಕ ತನಿಖೆ ಆರಂಭಿಸಿತ್ತು. ಮೆಟಾ ಈ ವರ್ಷದ ಆರಂಭದಲ್ಲಿ ಕಾರ್ಯಕ್ಷಮತೆಯ ಆಧಾರದ ಮೇಲೆ ಸುಮಾರು 3,600 ಉದ್ಯೋಗಿಗಳನ್ನು ವಜಾಗೊಳಿಸಲು ನಿರ್ಧರಿಸಿತ್ತು. ಮೆಟಾ ಕಂಪನಿಯ ಮುಖ್ಯಸ್ಥ ಮಾರ್ಕ್ ಜುಕರ್‌ಬರ್ಗ್ ಅವರು ಈ ಬಗ್ಗೆ ಉದ್ಯೋಗಿಗಳಿಗೆ ಮಾಹಿತಿ ನೀಡಿದ್ದರು. ಸದ್ಯ ಮೆಟಾ ಕಂಪನಿಯಲ್ಲಿ 72, 400ಕ್ಕೂ ಹೆಚ್ಚು ಉದ್ಯೋಗಿಗಳು ಕೆಲಸ ಮಾಡುತ್ತಿದ್ದಾರೆ. ಕೋವಿಡ್ 19 ಸಾಂಕ್ರಾಮಿಕದ ವೇಳೆ ಮೆಟಾ ಮಾರುಕಟ್ಟೆಯಲ್ಲಿ ಉದ್ಯೋಗಿಗಳ ಕಡಿತ ಮಾಡಿತ್ತು. [1101,1792,1511,1983]
hyderabad-headline [443,1299,1203,1404]
sidebar-top-text: ಅಮೆರಿಕ ಅಧ್ಯಕ್ಷ ಡೊನಾಲ್ಡ್ ಟ್ರಂಪ್ ಮತ್ತು ಉಪಾಧ್ಯಕ್ಷ ಜೆಡಿ ವ್ಯಾನ್ಸ್ ಶ್ವೇತಭವನದಲ್ಲಿ ಉಕ್ರೇನಿಯನ್ ನಾಯಕ ವೊಲೊಡಿಮಿರ್ ಝೆಲೆನ್ಸ್ಕಿ ಅವರನ್ನು ತರಾಟೆಗೆ ತೆಗೆದುಕೊಂಡ ಬಳಿಕ ರಷ್ಯಾದ ರಾಜಕೀಯ ವರ್ಗ ಮತ್ತು ಮಾಧ್ಯಮದಲ್ಲಿ ಸಂಭ್ರಮ ವ್ಯಕ್ತವಾಗಿದೆ. ರಷ್ಯಾ ಅಧ್ಯಕ್ಷ ವ್ಲಾದಿಮಿರ್ ಪುಟಿನ್ ಬಳಿ ಅವರ ಮಿತ್ರರಾಷ್ಟ್ರಗಳು ಕರೆ ಮಾಡಿ ಮಾತುಕತೆ ನಡೆಸಿದ್ದಾರೆ. ರಷ್ಯಾ-ಉಕ್ರೇನ್ ಯುದ್ಧದಲ್ಲಿ ಕದನ ವಿರಾಮಕ್ಕಾಗಿ ಟ್ರಂಪ್ ಪ್ರಯತ್ನಗಳನ್ನು ನಡೆಸುತ್ತಿದ್ದು, ಈ ನಡುವೆ ಶ್ವೇತಭವನದಲ್ಲಿ ನಡೆದ ಮಾತುಕತೆ ವಿಫಲಗೊಂಡಿದೆ. ಝೆಲೆನ್ಸ್ಕಿ ಅವರು ಮೂರನೇ ಮಹಾಯುದ್ಧದೊಂದಿಗೆ ಜೂಜಾಡುತ್ತಿದ್ದಾರೆ ಎಂದು ಟ್ರಂಪ್ ಆರೋಪಿಸಿದ್ದಾರೆ. ನೀವು ಸದ್ಯದ ಪರಿಸ್ಥಿತಿಯಲ್ಲಿ ಉತ್ತಮ ಸ್ಥಾನದಲ್ಲಿ ಇಲ್ಲ ಎಂದು ಟ್ರಂಪ್ ಹೇಳಿದ್ದಾರೆ. ಈ ಘಟನೆಯ ಬಳಿಕ ರಷ್ಯಾದ ಅಧಿಕಾರಿಗಳು ಸಂತಸ ವ್ಯಕ್ತಪಡಿಸಿದ್ದು, ಶ್ವೇತಭವನದಲ್ಲಿ ಝೆಲೆನ್ಸ್ಕಿ ಅವರಿಗೆ ಸರಿಯಾದ ಪಾಠ ಕಲಿಸಲಾಗಿದೆ ಎಂದು ಹೇಳಿದ್ದಾರೆ. ಮಾಜಿ ಅಧ್ಯಕ್ಷ ಡಿಮಿಟ್ರಿ ಮೆಡ್ವೆಡೆವ್ ಅವರು ಟ್ರಂಪ್ ಅವರನ್ನು ಶ್ಲಾಘಿಸಿದ್ದು, ಇದು ಮೊದಲ ಬಾರಿಗೆ ಉಕ್ರೇನ್‌ಗೆ ಸತ್ಯ ಹೇಳಲಾಗಿದೆ ಎಂದು ಟೀಕಿಸಿದ್ದಾರೆ. [1225,164,1501,426]
putin-portrait [1222,639,1505,797]
hyderabad-dateline: ಹೈದರಾಬಾದ್: [443,1423,500,1436]
kharge-headline-line-3: ರೂ. ನಾಪತ್ತೆ: ಮಲ್ಲಿಕಾರ್ಜುನ ಖರ್ಗೆ [62,755,383,788]
un-headline-line-2: ಭಾರತೀಯರಿಗೆ ಸುವರ್ಣಾವಕಾಶ! [464,1689,931,1741]
fadnavis-photo [1262,1288,1505,1434]
lead-kicker: ಹಿಮದಡಿ ಇನ್ನೂ 23 ಮಂದಿ; ರಕ್ಷಣಾ ಕಾರ್ಯಾಚರಣೆ ಸ್ಥಗಿತ [136,95,1091,147]
hyderabad-col-1 [443,1421,686,1633]
un-photo [309,1861,552,2079]
vantara-dateline: ನವದೆಹಲಿ: [443,815,486,828]
kharge-body-1 [16,809,429,882]
